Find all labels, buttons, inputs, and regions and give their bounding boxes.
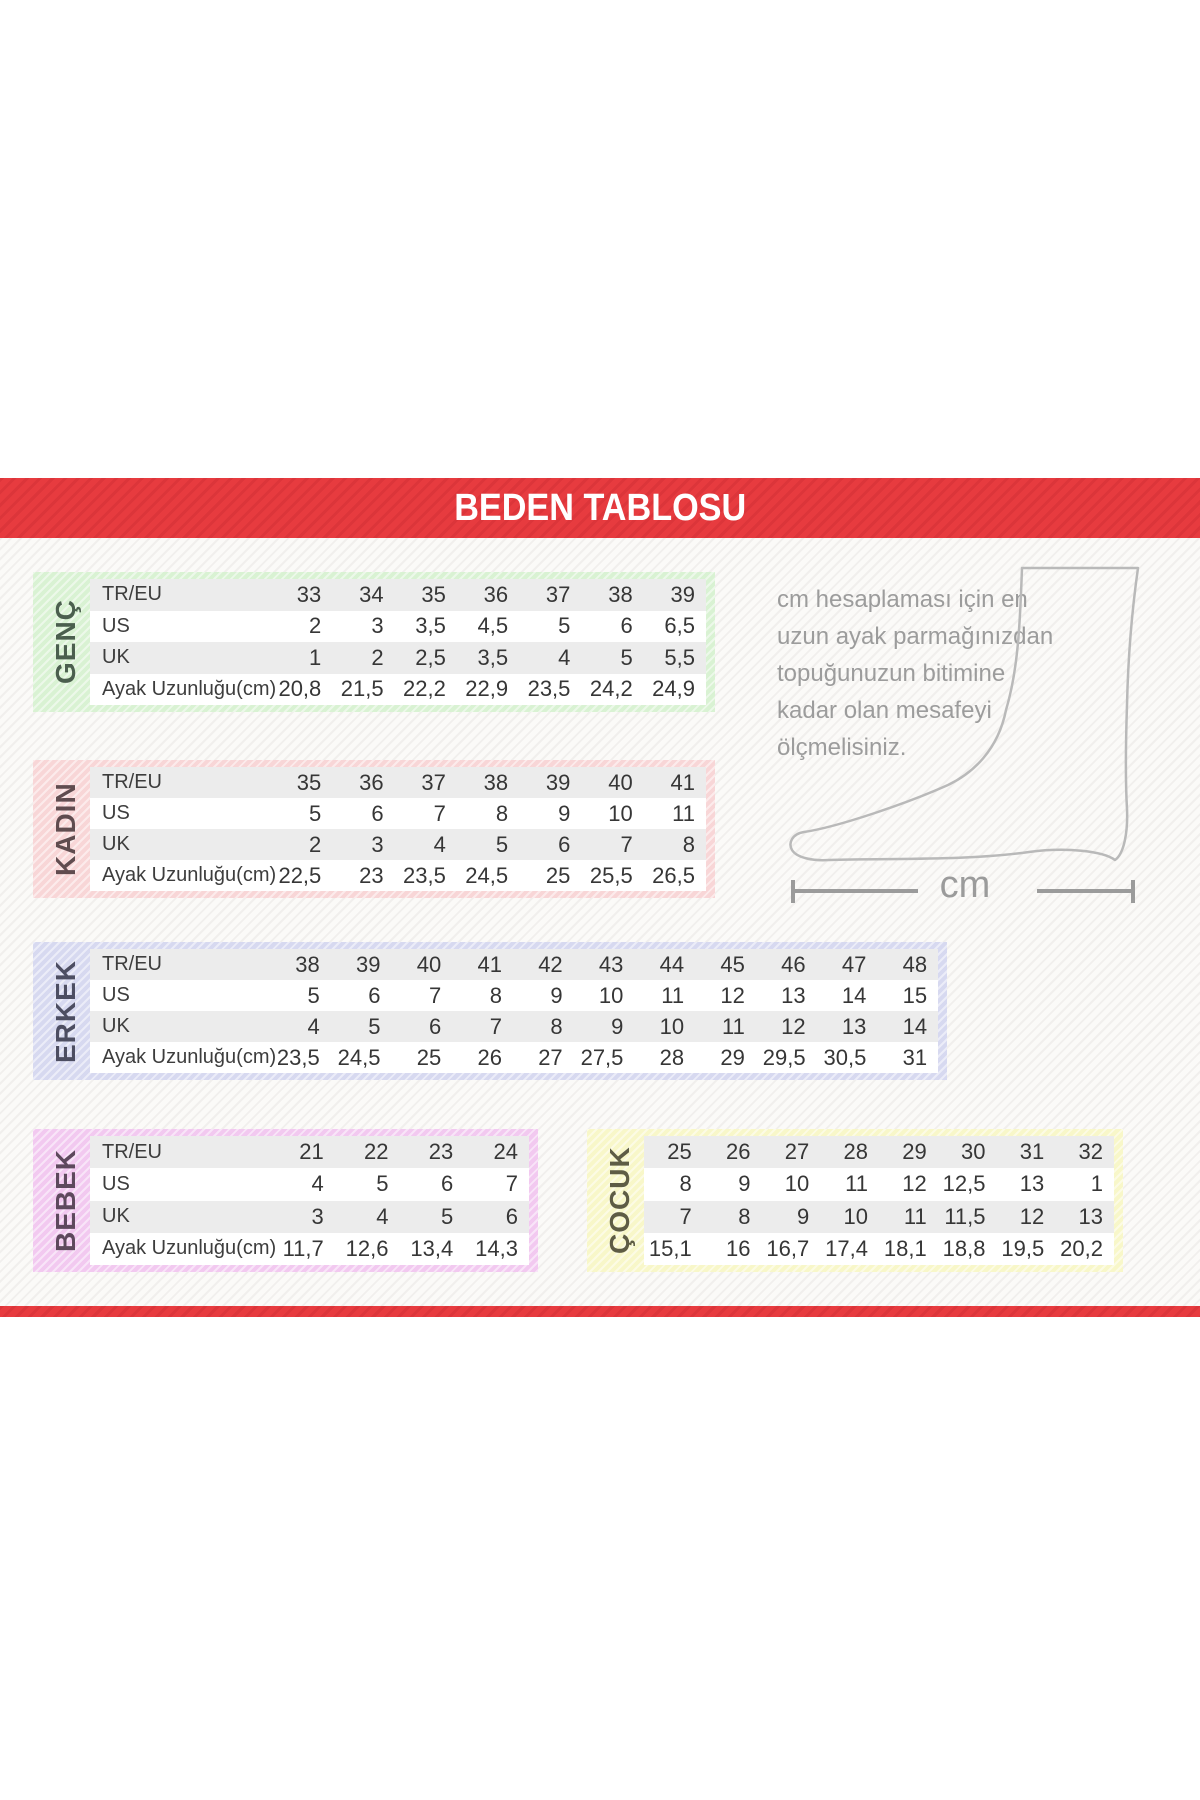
note-line: cm hesaplaması için en [777, 586, 1028, 613]
size-table-erkek [33, 942, 947, 1080]
size-value-cell: 8 [495, 800, 509, 826]
size-value-cell: 4 [433, 831, 446, 857]
size-table [90, 579, 706, 705]
size-value-cell: 5,5 [664, 644, 695, 670]
size-value-cell: 26 [477, 1044, 502, 1070]
size-value-cell: 9 [738, 1171, 751, 1197]
size-value-cell: 1 [1090, 1171, 1103, 1197]
size-value-cell: 16,7 [766, 1235, 810, 1261]
size-value-cell: 29,5 [762, 1044, 806, 1070]
row-label: US [102, 1172, 130, 1195]
size-value-cell: 12,6 [345, 1235, 389, 1261]
row-label: Ayak Uzunluğu(cm) [102, 1046, 277, 1068]
size-value-cell: 4 [307, 1013, 320, 1039]
size-value-cell: 5 [441, 1203, 454, 1229]
size-value-cell: 7 [679, 1203, 692, 1229]
size-value-cell: 14,3 [475, 1235, 518, 1261]
size-value-cell: 24,5 [465, 862, 509, 888]
size-value-cell: 14 [841, 982, 867, 1008]
bottom-red-bar [0, 1306, 1200, 1317]
size-value-cell: 24,2 [589, 676, 633, 702]
table-row [90, 829, 706, 860]
size-value-cell: 24 [493, 1139, 518, 1165]
size-value-cell: 22,5 [278, 862, 322, 888]
size-value-cell: 10 [784, 1171, 810, 1197]
size-value-cell: 38 [483, 769, 509, 795]
size-value-cell: 6 [620, 613, 633, 639]
size-value-cell: 11 [661, 982, 685, 1008]
size-table-bebek [33, 1129, 538, 1272]
size-value-cell: 7 [489, 1013, 502, 1039]
size-value-cell: 13,4 [410, 1235, 454, 1261]
size-value-cell: 35 [421, 581, 446, 607]
size-value-cell: 7 [505, 1171, 518, 1197]
size-value-cell: 17,4 [825, 1235, 868, 1261]
table-category-label: KADIN [50, 782, 81, 876]
size-value-cell: 6 [505, 1203, 518, 1229]
size-value-cell: 40 [608, 769, 633, 795]
size-value-cell: 5 [309, 800, 322, 826]
size-value-cell: 38 [608, 581, 633, 607]
size-value-cell: 25 [416, 1044, 442, 1070]
size-value-cell: 34 [359, 581, 384, 607]
size-value-cell: 13 [1019, 1171, 1045, 1197]
note-line: kadar olan mesafeyi [777, 697, 992, 724]
row-label: TR/EU [102, 1140, 162, 1163]
size-value-cell: 4 [376, 1203, 389, 1229]
size-value-cell: 3 [371, 831, 384, 857]
size-value-cell: 25 [667, 1139, 692, 1165]
size-value-cell: 5 [307, 982, 320, 1008]
table-row [90, 1168, 529, 1200]
table-row [90, 798, 706, 829]
size-value-cell: 6 [368, 982, 381, 1008]
row-label: Ayak Uzunluğu(cm) [102, 864, 277, 886]
row-label: UK [102, 1015, 130, 1037]
table-row [90, 767, 706, 798]
size-value-cell: 2 [309, 613, 322, 639]
size-table [644, 1136, 1114, 1265]
size-value-cell: 41 [477, 951, 502, 977]
size-value-cell: 33 [296, 581, 322, 607]
size-value-cell: 8 [738, 1203, 751, 1229]
size-value-cell: 2 [371, 644, 384, 670]
size-value-cell: 22 [364, 1139, 389, 1165]
table-category-label: ERKEK [50, 959, 81, 1063]
size-value-cell: 36 [359, 769, 384, 795]
table-row [90, 1201, 529, 1233]
size-value-cell: 9 [611, 1013, 624, 1039]
note-line: uzun ayak parmağınızdan [777, 623, 1054, 650]
size-value-cell: 8 [489, 982, 502, 1008]
size-value-cell: 6,5 [664, 613, 695, 639]
size-value-cell: 7 [433, 800, 446, 826]
size-value-cell: 19,5 [1001, 1235, 1045, 1261]
size-value-cell: 3,5 [477, 644, 509, 670]
size-value-cell: 6 [371, 800, 384, 826]
size-value-cell: 10 [659, 1013, 685, 1039]
size-value-cell: 31 [1019, 1139, 1045, 1165]
row-label: Ayak Uzunluğu(cm) [102, 1237, 277, 1260]
table-category-label: ÇOCUK [604, 1146, 635, 1255]
size-value-cell: 4 [558, 644, 571, 670]
size-value-cell: 40 [416, 951, 442, 977]
table-row [644, 1201, 1114, 1233]
size-value-cell: 23,5 [527, 676, 571, 702]
size-value-cell: 3 [311, 1203, 324, 1229]
size-value-cell: 16 [726, 1235, 751, 1261]
row-label: US [102, 614, 130, 637]
size-value-cell: 39 [670, 581, 695, 607]
size-value-cell: 11 [722, 1013, 745, 1039]
table-row [90, 1042, 938, 1073]
table-row [90, 860, 706, 891]
size-value-cell: 45 [720, 951, 745, 977]
size-value-cell: 27,5 [580, 1044, 624, 1070]
size-value-cell: 11 [903, 1203, 927, 1229]
size-value-cell: 46 [781, 951, 806, 977]
size-value-cell: 4,5 [477, 613, 509, 639]
size-value-cell: 26,5 [652, 862, 695, 888]
table-category-label: BEBEK [50, 1149, 81, 1253]
size-value-cell: 23 [428, 1139, 454, 1165]
size-value-cell: 14 [902, 1013, 928, 1039]
size-value-cell: 18,8 [942, 1235, 986, 1261]
size-value-cell: 27 [538, 1044, 563, 1070]
table-row [90, 1233, 529, 1265]
size-value-cell: 4 [311, 1171, 324, 1197]
table-row [644, 1136, 1114, 1168]
size-value-cell: 3,5 [415, 613, 446, 639]
size-value-cell: 7 [620, 831, 633, 857]
size-value-cell: 23,5 [403, 862, 446, 888]
row-label: TR/EU [102, 583, 162, 606]
size-table-kadin [33, 760, 715, 898]
size-value-cell: 1 [309, 644, 322, 670]
size-value-cell: 23 [359, 862, 384, 888]
size-value-cell: 15,1 [648, 1235, 692, 1261]
size-value-cell: 39 [355, 951, 381, 977]
row-label: UK [102, 1205, 130, 1228]
size-table [90, 949, 938, 1073]
size-value-cell: 20,2 [1060, 1235, 1103, 1261]
table-row [90, 579, 706, 611]
table-row [644, 1233, 1114, 1265]
size-value-cell: 38 [295, 951, 320, 977]
table-row [90, 949, 938, 980]
size-value-cell: 2,5 [415, 644, 446, 670]
foot-outline [791, 568, 1139, 860]
table-row [90, 674, 706, 706]
size-value-cell: 15 [902, 982, 928, 1008]
row-label: TR/EU [102, 771, 162, 793]
size-value-cell: 12 [720, 982, 745, 1008]
row-label: US [102, 984, 130, 1006]
size-value-cell: 28 [659, 1044, 685, 1070]
size-value-cell: 3 [371, 613, 384, 639]
size-value-cell: 31 [902, 1044, 928, 1070]
size-value-cell: 48 [902, 951, 928, 977]
size-value-cell: 29 [902, 1139, 927, 1165]
page-title: BEDEN TABLOSU [454, 486, 746, 529]
size-value-cell: 21,5 [340, 676, 384, 702]
size-value-cell: 5 [558, 613, 571, 639]
row-label: US [102, 802, 130, 824]
size-value-cell: 13 [1078, 1203, 1103, 1229]
size-value-cell: 5 [495, 831, 509, 857]
size-value-cell: 28 [843, 1139, 868, 1165]
size-value-cell: 37 [421, 769, 446, 795]
size-value-cell: 5 [376, 1171, 389, 1197]
size-value-cell: 12 [781, 1013, 806, 1039]
table-row [90, 1011, 938, 1042]
size-value-cell: 24,9 [652, 676, 695, 702]
size-value-cell: 12,5 [942, 1171, 986, 1197]
size-value-cell: 6 [441, 1171, 454, 1197]
foot-outline-icon [758, 555, 1148, 910]
size-value-cell: 2 [309, 831, 322, 857]
note-line: ölçmelisiniz. [777, 734, 907, 761]
size-value-cell: 44 [659, 951, 685, 977]
size-value-cell: 30,5 [823, 1044, 867, 1070]
size-value-cell: 10 [608, 800, 633, 826]
row-label: UK [102, 833, 130, 855]
table-category-label: GENÇ [50, 599, 81, 685]
table-row [90, 980, 938, 1011]
size-value-cell: 11,7 [282, 1235, 324, 1261]
table-row [90, 642, 706, 674]
cm-unit-label: cm [939, 864, 991, 906]
size-value-cell: 11 [672, 800, 695, 826]
size-value-cell: 35 [296, 769, 322, 795]
table-row [90, 1136, 529, 1168]
size-value-cell: 12 [902, 1171, 927, 1197]
size-value-cell: 18,1 [883, 1235, 927, 1261]
size-value-cell: 9 [558, 800, 571, 826]
note-line: topuğunuzun bitimine [777, 660, 1006, 687]
size-value-cell: 6 [558, 831, 571, 857]
size-value-cell: 24,5 [337, 1044, 381, 1070]
size-value-cell: 11 [845, 1171, 868, 1197]
size-value-cell: 8 [679, 1171, 692, 1197]
size-value-cell: 11,5 [944, 1203, 986, 1229]
size-table-cocuk [587, 1129, 1123, 1272]
table-row [644, 1168, 1114, 1200]
row-label: Ayak Uzunluğu(cm) [102, 677, 277, 700]
size-table [90, 1136, 529, 1265]
size-value-cell: 29 [720, 1044, 745, 1070]
size-value-cell: 27 [784, 1139, 810, 1165]
size-value-cell: 26 [726, 1139, 751, 1165]
size-value-cell: 22,2 [403, 676, 446, 702]
size-value-cell: 25,5 [589, 862, 633, 888]
row-label: TR/EU [102, 953, 162, 975]
size-value-cell: 8 [550, 1013, 563, 1039]
size-value-cell: 42 [538, 951, 563, 977]
size-value-cell: 5 [368, 1013, 381, 1039]
size-value-cell: 9 [550, 982, 563, 1008]
size-value-cell: 6 [428, 1013, 442, 1039]
size-value-cell: 13 [841, 1013, 867, 1039]
size-value-cell: 13 [781, 982, 806, 1008]
size-value-cell: 8 [682, 831, 695, 857]
size-value-cell: 25 [545, 862, 571, 888]
size-value-cell: 7 [428, 982, 442, 1008]
size-value-cell: 39 [545, 769, 571, 795]
title-band [0, 478, 1200, 538]
size-value-cell: 9 [797, 1203, 810, 1229]
row-label: UK [102, 646, 130, 669]
size-value-cell: 30 [961, 1139, 986, 1165]
size-value-cell: 41 [670, 769, 695, 795]
size-value-cell: 22,9 [465, 676, 509, 702]
size-value-cell: 10 [843, 1203, 868, 1229]
size-value-cell: 20,8 [278, 676, 322, 702]
size-value-cell: 5 [620, 644, 633, 670]
size-value-cell: 37 [545, 581, 571, 607]
size-value-cell: 21 [299, 1139, 324, 1165]
size-value-cell: 47 [841, 951, 867, 977]
size-value-cell: 12 [1019, 1203, 1045, 1229]
size-value-cell: 32 [1078, 1139, 1103, 1165]
size-table [90, 767, 706, 891]
size-value-cell: 23,5 [276, 1044, 320, 1070]
size-value-cell: 43 [598, 951, 624, 977]
table-row [90, 611, 706, 643]
size-value-cell: 36 [483, 581, 509, 607]
size-table-genc [33, 572, 715, 712]
size-value-cell: 10 [598, 982, 624, 1008]
